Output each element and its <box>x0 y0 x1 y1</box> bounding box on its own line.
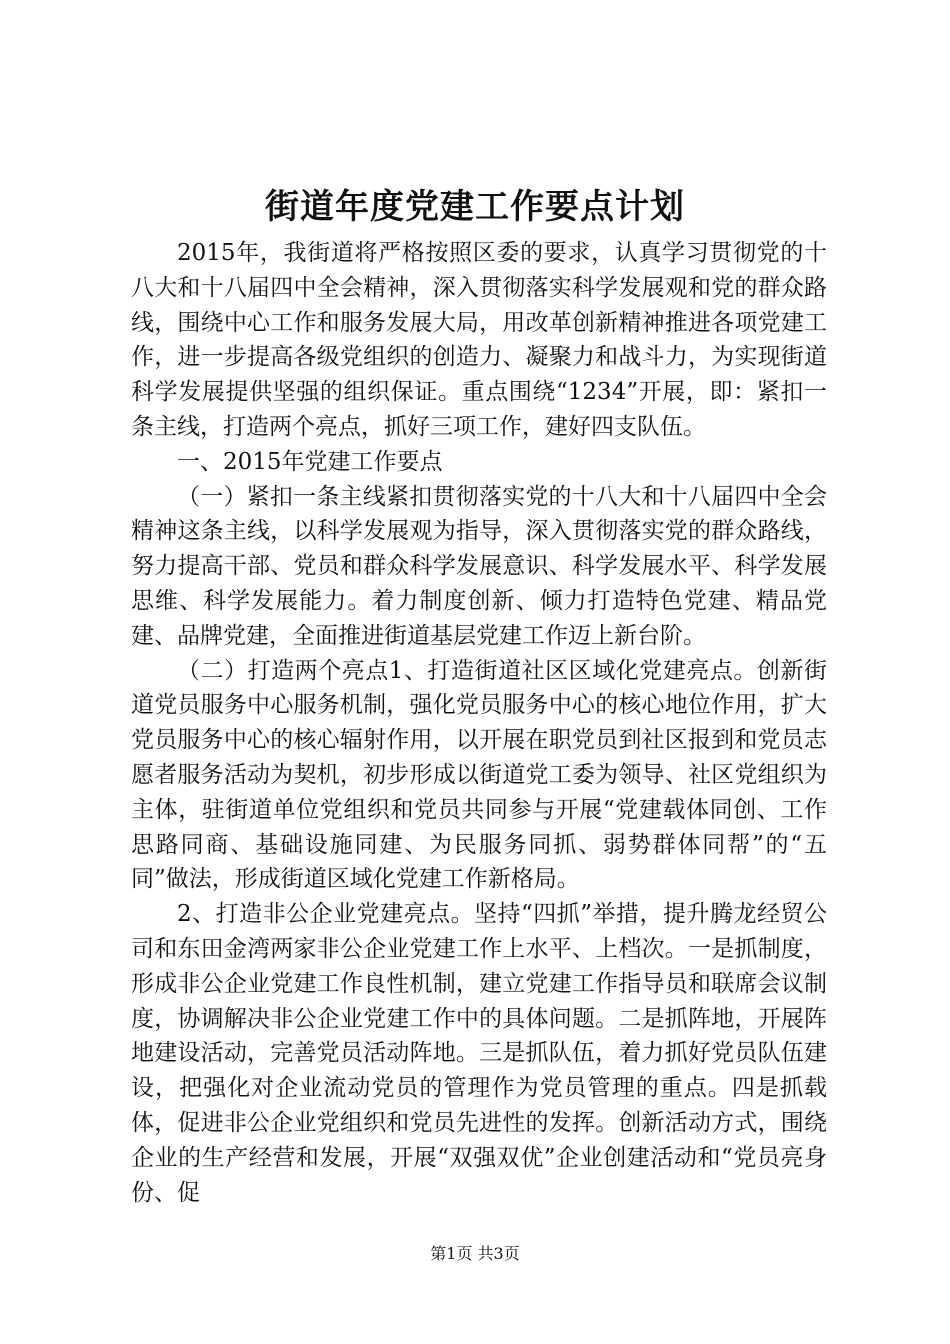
section-heading: 一、2015年党建工作要点 <box>177 448 443 475</box>
paragraph-main-line: （一）紧扣一条主线紧扣贯彻落实党的十八大和十八届四中全会精神这条主线，以科学发展观为指导，深入贯彻落实党的群众路线，努力提高干部、党员和群众科学发展意识、科学发展水平、科学发展思维、科学发展能力。着力制度创新、倾力打造特色党建、精品党建、品牌党建，全面推进街道基层党建工作迈上新台阶。 <box>131 483 827 649</box>
page-number-footer: 第1页 共3页 <box>430 1244 520 1263</box>
document-body <box>131 236 827 1210</box>
paragraph-two-highlights: （二）打造两个亮点1、打造街道社区区域化党建亮点。创新街道党员服务中心服务机制，强化党员服务中心的核心地位作用，扩大党员服务中心的核心辐射作用，以开展在职党员到社区报到和党员志愿者服务活动为契机，初步形成以街道党工委为领导、社区党组织为主体，驻街道单位党组织和党员共同参与开展“党建载体同创、工作思路同商、基础设施同建、为民服务同抓、弱势群体同帮”的“五同”做法，形成街道区域化党建工作新格局。 <box>131 657 827 893</box>
paragraph-intro: 2015年，我街道将严格按照区委的要求，认真学习贯彻党的十八大和十八届四中全会精神，深入贯彻落实科学发展观和党的群众路线，围绕中心工作和服务发展大局，用改革创新精神推进各项党建工作，进一步提高各级党组织的创造力、凝聚力和战斗力，为实现街道科学发展提供坚强的组织保证。重点围绕“1234”开展，即：紧扣一条主线，打造两个亮点，抓好三项工作，建好四支队伍。 <box>131 240 827 440</box>
document-title: 街道年度党建工作要点计划 <box>265 187 685 227</box>
paragraph-non-public-enterprise: 2、打造非公企业党建亮点。坚持“四抓”举措，提升腾龙经贸公司和东田金湾两家非公企业党建工作上水平、上档次。一是抓制度，形成非公企业党建工作良性机制，建立党建工作指导员和联席会议制度，协调解决非公企业党建工作中的具体问题。二是抓阵地，开展阵地建设活动，完善党员活动阵地。三是抓队伍，着力抓好党员队伍建设，把强化对企业流动党员的管理作为党员管理的重点。四是抓载体，促进非公企业党组织和党员先进性的发挥。创新活动方式，围绕企业的生产经营和发展，开展“双强双优”企业创建活动和“党员亮身份、促 <box>131 901 827 1206</box>
